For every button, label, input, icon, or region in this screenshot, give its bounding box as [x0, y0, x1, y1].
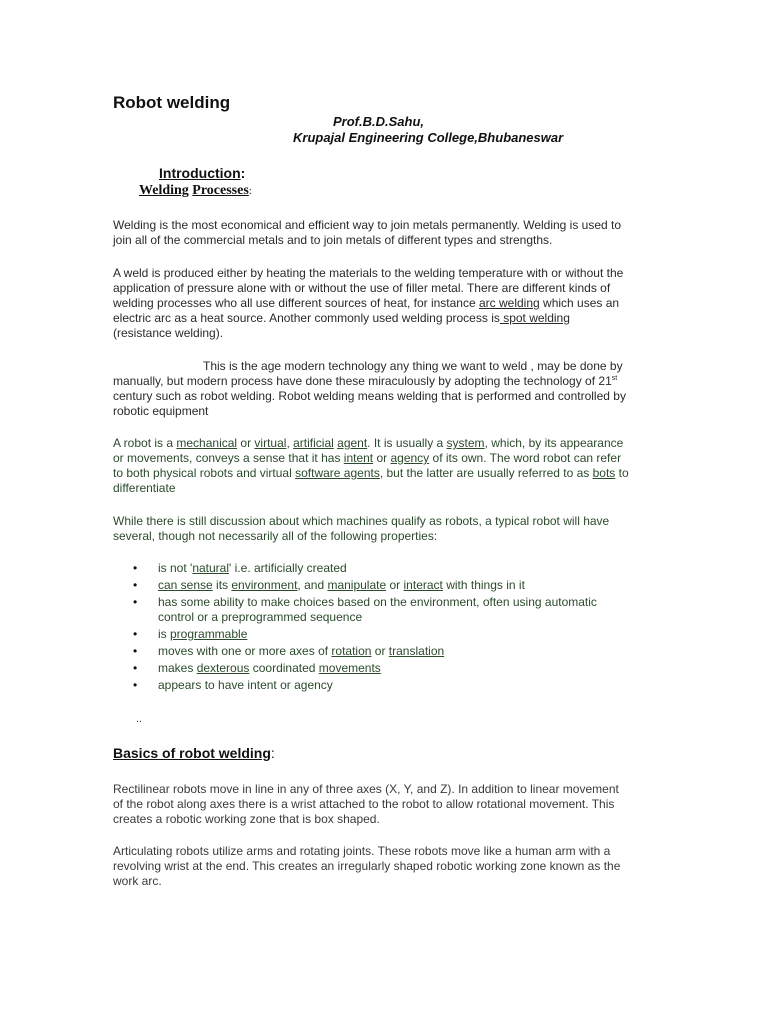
- welding-processes-heading: [139, 183, 252, 199]
- link-agent[interactable]: agent: [337, 436, 368, 450]
- text-run: of its own. The word robot can refer: [429, 451, 622, 465]
- paragraph-rectilinear-robots: [113, 782, 653, 827]
- link-can-sense[interactable]: can sense: [158, 578, 213, 592]
- paragraph-line: Articulating robots utilize arms and rotating joints. These robots move like a human arm with a: [113, 844, 611, 858]
- author-name: Prof.B.D.Sahu,: [333, 114, 425, 129]
- superscript-st: st: [611, 375, 618, 382]
- introduction-label: Introduction: [159, 165, 241, 181]
- paragraph-line: revolving wrist at the end. This creates an irregularly shaped robotic working zone known as the: [113, 859, 621, 873]
- paragraph-line: Welding is the most economical and efficient way to join metals permanently. Welding is used to: [113, 218, 622, 232]
- text-run: is not ': [158, 561, 193, 575]
- text-run: to: [615, 466, 629, 480]
- list-item: [113, 595, 633, 625]
- list-item: [113, 578, 633, 593]
- paragraph-line: join all of the commercial metals and to join metals of different types and strengths.: [113, 233, 553, 247]
- paragraph-line: robotic equipment: [113, 404, 209, 418]
- link-intent[interactable]: intent: [343, 451, 374, 465]
- robot-properties-list: [113, 561, 633, 695]
- text-run: has some ability to make choices based on the environment, often using automatic: [158, 595, 597, 609]
- link-dexterous[interactable]: dexterous: [196, 661, 250, 675]
- paragraph-line: [113, 311, 653, 326]
- link-translation[interactable]: translation: [388, 644, 445, 658]
- link-bots[interactable]: bots: [592, 466, 616, 480]
- list-item: [113, 627, 633, 642]
- text-run: makes: [158, 661, 197, 675]
- text-run: or: [371, 644, 389, 658]
- paragraph-line: Rectilinear robots move in line in any of three axes (X, Y, and Z). In addition to linear movement: [113, 782, 619, 796]
- paragraph-line: [113, 374, 653, 389]
- bullet-icon: •: [133, 627, 138, 641]
- welding-processes-word2: Processes: [192, 183, 249, 198]
- author-affiliation: Krupajal Engineering College,Bhubaneswar: [293, 130, 564, 145]
- text-run: or: [373, 451, 391, 465]
- paragraph-line: A weld is produced either by heating the materials to the welding temperature with or without the: [113, 266, 624, 280]
- link-spot-welding[interactable]: spot welding: [499, 311, 570, 325]
- bullet-icon: •: [133, 661, 138, 675]
- link-software-agents[interactable]: software agents: [295, 466, 380, 480]
- list-item: [113, 661, 633, 676]
- paragraph-line: [113, 296, 653, 311]
- text-run: is: [158, 627, 170, 641]
- link-system[interactable]: system: [446, 436, 485, 450]
- link-natural[interactable]: natural: [192, 561, 230, 575]
- text-run: . It is usually a: [367, 436, 447, 450]
- text-run: to both physical robots and virtual: [113, 466, 296, 480]
- link-agency[interactable]: agency: [390, 451, 430, 465]
- basics-label: Basics of robot welding: [113, 745, 271, 761]
- paragraph-line: century such as robot welding. Robot welding means welding that is performed and controlled by: [113, 389, 626, 403]
- text-run: or movements, conveys a sense that it has: [113, 451, 344, 465]
- list-item: [113, 678, 633, 693]
- paragraph-line: several, though not necessarily all of the following properties:: [113, 529, 438, 543]
- bullet-icon: •: [133, 578, 138, 592]
- paragraph-weld-production: [113, 266, 653, 341]
- list-item: [113, 644, 633, 659]
- text-run: its: [212, 578, 232, 592]
- paragraph-line: differentiate: [113, 481, 176, 495]
- paragraph-robot-definition: [113, 436, 653, 496]
- text-run: or: [237, 436, 255, 450]
- text-run: or: [386, 578, 404, 592]
- link-interact[interactable]: interact: [403, 578, 443, 592]
- text-run: with things in it: [442, 578, 525, 592]
- paragraph-robot-properties-intro: [113, 514, 653, 544]
- introduction-colon: :: [240, 165, 246, 181]
- link-programmable[interactable]: programmable: [170, 627, 248, 641]
- document-title: Robot welding: [113, 93, 231, 112]
- text-run: A robot is a: [113, 436, 177, 450]
- text-run: manually, but modern process have done these miraculously by adopting the technology of 21: [113, 374, 612, 388]
- link-mechanical[interactable]: mechanical: [176, 436, 238, 450]
- text-run: which uses an: [539, 296, 620, 310]
- paragraph-modern-technology: [113, 359, 653, 419]
- welding-processes-colon: :: [248, 185, 252, 197]
- paragraph-line: (resistance welding).: [113, 326, 224, 340]
- paragraph-line: [113, 359, 653, 374]
- ellipsis-dots: ..: [136, 713, 143, 725]
- link-environment[interactable]: environment: [231, 578, 298, 592]
- link-arc-welding[interactable]: arc welding: [478, 296, 540, 310]
- introduction-heading: [159, 165, 245, 181]
- link-rotation[interactable]: rotation: [331, 644, 372, 658]
- paragraph-line: [113, 436, 653, 451]
- paragraph-line: work arc.: [113, 874, 162, 888]
- basics-heading: [113, 745, 275, 761]
- bullet-icon: •: [133, 644, 138, 658]
- basics-colon: :: [270, 745, 275, 761]
- bullet-icon: •: [133, 595, 138, 609]
- text-run: appears to have intent or agency: [158, 678, 333, 692]
- bullet-icon: •: [133, 678, 138, 692]
- text-run: coordinated: [249, 661, 319, 675]
- link-movements[interactable]: movements: [318, 661, 381, 675]
- text-run: , and: [297, 578, 328, 592]
- paragraph-line: of the robot along axes there is a wrist attached to the robot to allow rotational movement. This: [113, 797, 615, 811]
- text-run: electric arc as a heat source. Another commonly used welding process is: [113, 311, 500, 325]
- text-run: control or a preprogrammed sequence: [158, 610, 363, 624]
- text-run: welding processes who all use different sources of heat, for instance: [113, 296, 479, 310]
- link-manipulate[interactable]: manipulate: [327, 578, 387, 592]
- link-virtual[interactable]: virtual: [254, 436, 287, 450]
- paragraph-line: [113, 466, 653, 481]
- paragraph-line: creates a robotic working zone that is box shaped.: [113, 812, 380, 826]
- paragraph-welding-definition: [113, 218, 653, 248]
- welding-processes-word1: Welding: [139, 183, 189, 198]
- paragraph-line: application of pressure alone with or without the use of filler metal. There are different kinds of: [113, 281, 611, 295]
- text-run: This is the age modern technology any thing we want to weld , may be done by: [203, 359, 623, 373]
- paragraph-articulating-robots: [113, 844, 653, 889]
- text-run: , but the latter are usually referred to as: [379, 466, 593, 480]
- text-run: ' i.e. artificially created: [229, 561, 347, 575]
- text-run: ,: [286, 436, 294, 450]
- bullet-icon: •: [133, 561, 138, 575]
- paragraph-line: [113, 451, 653, 466]
- paragraph-line: While there is still discussion about which machines qualify as robots, a typical robot will have: [113, 514, 610, 528]
- link-artificial[interactable]: artificial: [293, 436, 334, 450]
- text-run: , which, by its appearance: [484, 436, 624, 450]
- text-run: moves with one or more axes of: [158, 644, 332, 658]
- list-item: [113, 561, 633, 576]
